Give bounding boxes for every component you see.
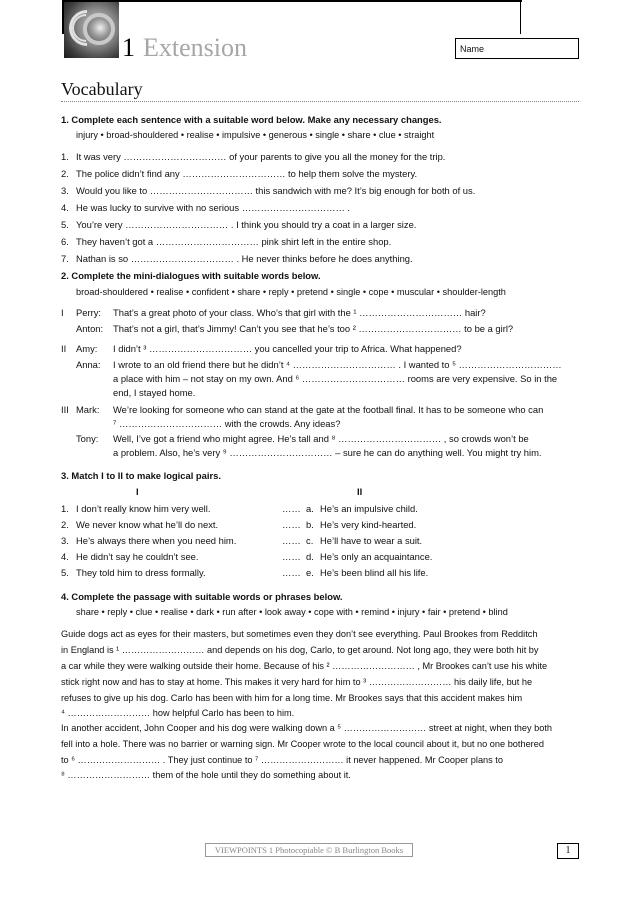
- ex2-line-text: We’re looking for someone who can stand at the gate at the football final. It has to be someone who can: [113, 404, 544, 415]
- header-rule: [62, 0, 522, 2]
- ex3-right-sentence: He’ll have to wear a suit.: [320, 535, 423, 546]
- ex4-passage-line: ⁴ ……………………… how helpful Carlo has been to him.: [61, 708, 295, 718]
- ex4-passage-line: In another accident, John Cooper and his dog were walking down a ⁵ ……………………… street at night, when they both: [61, 723, 553, 733]
- section-divider: [61, 101, 579, 102]
- ex1-item-number: 5.: [61, 219, 69, 230]
- ex3-option-letter: b.: [306, 519, 314, 530]
- ex2-speaker: Mark:: [76, 404, 100, 415]
- ex2-line-text: a problem. Also, he’s very ⁹ …………………………… – sure he can do anything well. You might try him.: [113, 447, 542, 458]
- ex3-answer-dots: ……: [282, 535, 301, 546]
- ex4-passage-line: Guide dogs act as eyes for their masters, but sometimes even they don’t see everything. Paul Brookes from Redditch: [61, 629, 538, 639]
- ex3-item-number: 5.: [61, 567, 69, 578]
- ex2-line-text: Well, I’ve got a friend who might agree. He’s tall and ⁸ …………………………… , so crowds won’t be: [113, 433, 529, 444]
- ex1-item-text: He was lucky to survive with no serious …………………………… .: [76, 202, 351, 213]
- ex4-passage-line: ⁸ ……………………… them of the hole until they do something about it.: [61, 770, 351, 780]
- ex3-option-letter: d.: [306, 551, 314, 562]
- ex2-dialogue-number: I: [61, 307, 64, 318]
- ex3-option-letter: c.: [306, 535, 314, 546]
- ex4-passage-line: in England is ¹ ……………………… and depends on his dog, Carlo, to get around. Not long ago, they were both hit by: [61, 645, 539, 655]
- section-title: Vocabulary: [61, 79, 143, 99]
- ex1-instruction: 1. Complete each sentence with a suitable word below. Make any necessary changes.: [61, 114, 442, 125]
- ex1-item-number: 2.: [61, 168, 69, 179]
- ex4-passage-line: fell into a hole. There was no barrier or warning sign. Mr Cooper wrote to the local council about it, but no one bothered: [61, 739, 544, 749]
- ex1-item-number: 6.: [61, 236, 69, 247]
- ex1-item-number: 4.: [61, 202, 69, 213]
- ex4-passage-line: refuses to give up his dog. Carlo has been with him for a long time. Mr Brookes says that this accident makes him: [61, 693, 523, 703]
- ex3-right-sentence: He’s only an acquaintance.: [320, 551, 433, 562]
- ex3-answer-dots: ……: [282, 551, 301, 562]
- ex2-speaker: Anton:: [76, 323, 104, 334]
- ex1-item-text: The police didn’t find any …………………………… to help them solve the mystery.: [76, 168, 418, 179]
- ex2-line-text: ⁷ …………………………… with the crowds. Any ideas?: [113, 418, 341, 429]
- ex3-item-number: 3.: [61, 535, 69, 546]
- ex2-speaker: Perry:: [76, 307, 102, 318]
- ex4-instruction: 4. Complete the passage with suitable words or phrases below.: [61, 591, 343, 602]
- ex3-left-sentence: They told him to dress formally.: [76, 567, 206, 578]
- ex3-answer-dots: ……: [282, 567, 301, 578]
- ex1-item-number: 1.: [61, 151, 69, 162]
- ex1-item-text: It was very …………………………… of your parents to give you all the money for the trip.: [76, 151, 446, 162]
- ex3-answer-dots: ……: [282, 519, 301, 530]
- ex4-passage-line: to ⁶ ……………………… . They just continue to ⁷ ……………………… it never happened. Mr Cooper plans to: [61, 755, 503, 765]
- ex1-item-text: Would you like to …………………………… this sandwich with me? It’s big enough for both of us.: [76, 185, 476, 196]
- ex3-right-sentence: He’s been blind all his life.: [320, 567, 429, 578]
- ex3-option-letter: a.: [306, 503, 314, 514]
- ex4-passage-line: a car while they were walking outside their home. Because of his ² ……………………… , Mr Brookes can’t use his white: [61, 661, 548, 671]
- unit-title: Extension: [143, 33, 247, 62]
- ex3-item-number: 4.: [61, 551, 69, 562]
- ex3-left-sentence: He’s always there when you need him.: [76, 535, 237, 546]
- ex1-word-list: injury • broad-shouldered • realise • impulsive • generous • single • share • clue • straight: [76, 130, 435, 140]
- ex4-passage-line: stick right now and has to stay at home. This makes it very hard for him to ³ ……………………… his daily life, but he: [61, 677, 533, 687]
- ex2-speaker: Anna:: [76, 359, 101, 370]
- ex3-col1-heading: I: [136, 486, 139, 497]
- ex2-dialogue-number: II: [61, 343, 67, 354]
- ex1-item-number: 7.: [61, 253, 69, 264]
- ex3-item-number: 2.: [61, 519, 69, 530]
- ex1-item-number: 3.: [61, 185, 69, 196]
- ex2-speaker: Tony:: [76, 433, 99, 444]
- ex2-line-text: a place with him – not stay on my own. And ⁶ …………………………… rooms are very expensive. So in the: [113, 373, 558, 384]
- ex4-word-list: share • reply • clue • realise • dark • run after • look away • cope with • remind • injury • fair • pretend • blind: [76, 607, 508, 617]
- ex3-col2-heading: II: [357, 486, 363, 497]
- ex1-item-text: Nathan is so …………………………… . He never thinks before he does anything.: [76, 253, 413, 264]
- ex2-line-text: That’s a great photo of your class. Who’s that girl with the ¹ …………………………… hair?: [113, 307, 486, 318]
- ex1-item-text: They haven’t got a …………………………… pink shirt left in the entire shop.: [76, 236, 392, 247]
- ex3-right-sentence: He’s very kind-hearted.: [320, 519, 417, 530]
- ex2-line-text: That’s not a girl, that’s Jimmy! Can’t you see that he’s too ² …………………………… to be a girl?: [113, 323, 514, 334]
- ex2-dialogue-number: III: [61, 404, 69, 415]
- unit-number: 1: [122, 33, 135, 62]
- copyright-footer: VIEWPOINTS 1 Photocopiable © B Burlington Books: [205, 843, 413, 857]
- ex3-left-sentence: We never know what he’ll do next.: [76, 519, 219, 530]
- ex3-answer-dots: ……: [282, 503, 301, 514]
- ex3-left-sentence: He didn’t say he couldn’t see.: [76, 551, 199, 562]
- ex2-line-text: I didn’t ³ …………………………… you cancelled your trip to Africa. What happened?: [113, 343, 462, 354]
- ex3-left-sentence: I don’t really know him very well.: [76, 503, 211, 514]
- ex2-line-text: I wrote to an old friend there but he didn’t ⁴ …………………………… . I wanted to ⁵ ……………………………: [113, 359, 562, 370]
- ex3-right-sentence: He’s an impulsive child.: [320, 503, 418, 514]
- name-label: Name: [460, 44, 485, 54]
- name-field[interactable]: [455, 38, 579, 59]
- ex2-instruction: 2. Complete the mini-dialogues with suitable words below.: [61, 270, 321, 281]
- page-number: 1: [557, 843, 579, 859]
- camera-lens-icon: [83, 13, 115, 45]
- ex3-item-number: 1.: [61, 503, 69, 514]
- ex3-option-letter: e.: [306, 567, 314, 578]
- header-divider-right: [520, 0, 521, 34]
- ex3-instruction: 3. Match I to II to make logical pairs.: [61, 470, 221, 481]
- ex1-item-text: You’re very …………………………… . I think you should try a coat in a larger size.: [76, 219, 417, 230]
- ex2-word-list: broad-shouldered • realise • confident • share • reply • pretend • single • cope • muscular • shoulder-length: [76, 287, 506, 297]
- ex2-line-text: end, I stayed home.: [113, 387, 196, 398]
- ex2-speaker: Amy:: [76, 343, 98, 354]
